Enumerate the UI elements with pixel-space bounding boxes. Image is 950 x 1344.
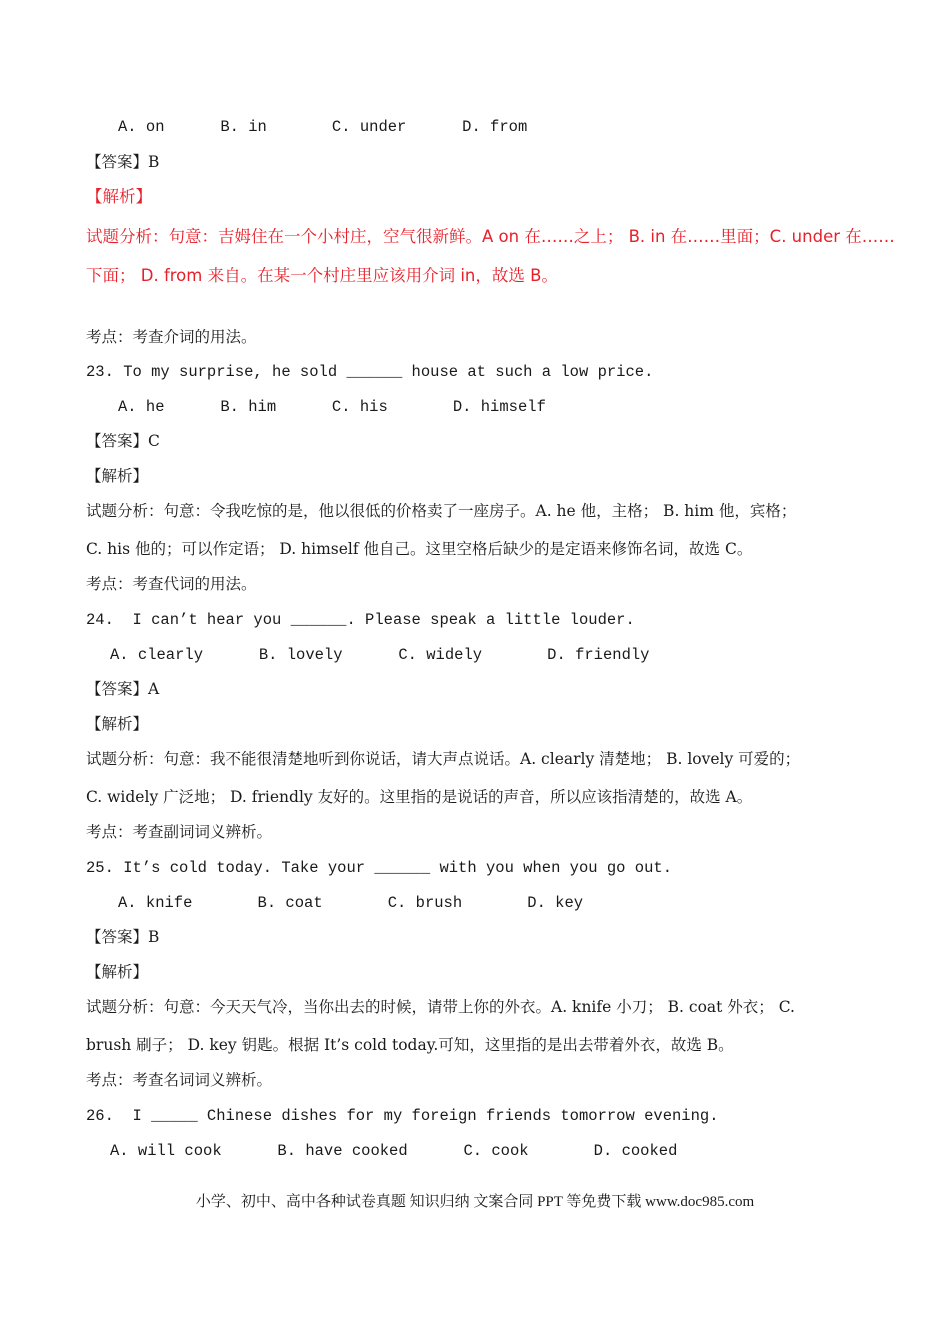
- q25-answer: 【答案】B: [86, 928, 160, 946]
- q22-answer: 【答案】B: [86, 153, 160, 171]
- q24-answer: 【答案】A: [86, 680, 160, 698]
- q26-options: A. will cook B. have cooked C. cook D. cooked: [110, 1142, 678, 1160]
- q23-analysis-line-2: C. his 他的；可以作定语； D. himself 他自己。这里空格后缺少的是定语来修饰名词，故选 C。: [86, 540, 753, 558]
- q25-options: A. knife B. coat C. brush D. key: [118, 894, 584, 912]
- page-footer: 小学、初中、高中各种试卷真题 知识归纳 文案合同 PPT 等免费下载 www.doc985.com: [195, 1194, 755, 1210]
- q23-analysis-line-1: 试题分析：句意：令我吃惊的是，他以很低的价格卖了一座房子。A. he 他，主格； B. him 他，宾格；: [86, 502, 797, 520]
- q24-analysis-line-2: C. widely 广泛地； D. friendly 友好的。这里指的是说话的声音，所以应该指清楚的，故选 A。: [86, 788, 753, 806]
- q26-question: 26. I _____ Chinese dishes for my foreign friends tomorrow evening.: [86, 1107, 719, 1125]
- q25-point: 考点：考查名词词义辨析。: [86, 1071, 273, 1089]
- q22-point: 考点：考查介词的用法。: [86, 328, 257, 346]
- q25-analysis-line-1: 试题分析：句意：今天天气冷，当你出去的时候，请带上你的外衣。A. knife 小刀； B. coat 外衣； C.: [86, 998, 795, 1016]
- q22-analysis-line-2: 下面； D. from 来自。在某一个村庄里应该用介词 in，故选 B。: [86, 266, 558, 285]
- q24-question: 24. I can’t hear you ______. Please speak a little louder.: [86, 611, 635, 629]
- q25-analysis-line-2: brush 刷子； D. key 钥匙。根据 It’s cold today.可知，这里指的是出去带着外衣，故选 B。: [86, 1036, 734, 1054]
- q23-options: A. he B. him C. his D. himself: [118, 398, 546, 416]
- q24-point: 考点：考查副词词义辨析。: [86, 823, 273, 841]
- q22-analysis-line-1: 试题分析：句意：吉姆住在一个小村庄，空气很新鲜。A on 在……之上； B. in 在……里面；C. under 在……: [86, 227, 895, 246]
- q25-question: 25. It’s cold today. Take your ______ with you when you go out.: [86, 859, 672, 877]
- q25-analysis-label: 【解析】: [86, 963, 149, 981]
- q23-question: 23. To my surprise, he sold ______ house at such a low price.: [86, 363, 654, 381]
- q24-options: A. clearly B. lovely C. widely D. friendly: [110, 646, 650, 664]
- q23-point: 考点：考查代词的用法。: [86, 575, 257, 593]
- q22-analysis-label: 【解析】: [86, 187, 152, 206]
- q24-analysis-label: 【解析】: [86, 715, 149, 733]
- q22-options: A. on B. in C. under D. from: [118, 118, 528, 136]
- q24-analysis-line-1: 试题分析：句意：我不能很清楚地听到你说话，请大声点说话。A. clearly 清楚地； B. lovely 可爱的；: [86, 750, 801, 768]
- q23-answer: 【答案】C: [86, 432, 160, 450]
- q23-analysis-label: 【解析】: [86, 467, 149, 485]
